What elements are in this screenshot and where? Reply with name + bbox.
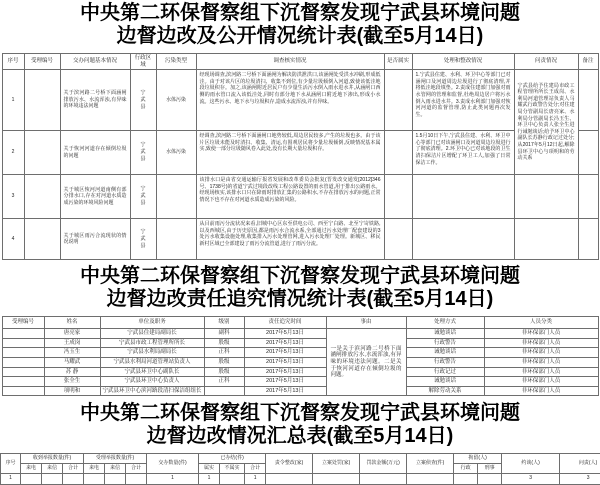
category-cell: 非环保部门人员 <box>484 338 598 348</box>
accept-no-cell <box>2 348 44 358</box>
action-cell: 诫勉谈话 <box>406 348 484 358</box>
header-cell: 立案侦查(件) <box>407 454 454 473</box>
region-text: 宁武县 <box>140 142 146 163</box>
public-disclosure-table <box>2 53 599 260</box>
position-cell: 宁武县环卫中心负责人 <box>100 377 204 387</box>
remark-cell <box>578 70 598 131</box>
data-cell: 3 <box>560 473 600 484</box>
table-row <box>2 367 598 377</box>
region-text: 宁武县 <box>140 229 146 250</box>
verified-cell <box>384 219 412 260</box>
table-row <box>2 329 598 339</box>
header-cell: 单位及职务 <box>100 317 204 329</box>
accept-no-cell <box>2 386 44 396</box>
position-cell: 宁武县环卫中心滨河路段清扫保洁组组长 <box>100 386 204 396</box>
rank-cell: 股级 <box>204 338 244 348</box>
header-cell: 拘留(人) <box>454 454 502 464</box>
name-cell: 唐亮家 <box>44 329 100 339</box>
table-row <box>2 348 598 358</box>
header-cell: 已办结(件) <box>199 454 266 464</box>
name-cell: 苏 静 <box>44 367 100 377</box>
investigation-cell: 该排水口是由省交通运输厅报省发展和改革委员会批复(晋发改交通发[2012]346号、1738号)的省道宁武过境段改线工程公路设置的雨水管道,用于排出公路雨水。经现场核实,该排水口只在降雨时排放汇集的公路积水,不存在排放污水的问题,正常情况下也不存在对河道水质造成污染的风险。 <box>196 175 384 219</box>
table3-title-line1: 中央第二环保督察组下沉督察发现宁武县环境问题 <box>0 402 600 425</box>
header-cell: 处理和整改情况 <box>412 54 514 70</box>
accept-no-cell <box>2 338 44 348</box>
header-cell: 来电 <box>21 463 42 473</box>
pollution-cell: 水体污染 <box>156 131 196 175</box>
position-cell: 宁武县住建局副局长 <box>100 329 204 339</box>
action-cell: 解除劳动关系 <box>406 386 484 396</box>
table-row <box>2 219 598 260</box>
handling-cell: 1.宁武县住建、水利、环卫中心等部门已对涵闸口及河道周边垃圾进行了彻底清理,并将低洼地段填垫。2.责成住建部门加强对雨水管网的管理和监督,杜绝周边居户将污水倒入雨水进水井。3.责成水利部门加强对恢河河道的监督管理,防止此类问题再次发生。 <box>412 70 514 131</box>
table2-title-line1: 中央第二环保督察组下沉督察发现宁武县环境问题 <box>0 265 600 288</box>
header-cell: 交办问题基本情况 <box>60 54 130 70</box>
handling-cell <box>412 175 514 219</box>
header-cell: 污染类型 <box>156 54 196 70</box>
accept-no-cell <box>24 70 60 131</box>
remark-cell <box>578 175 598 219</box>
date-cell: 2017年5月13日 <box>244 367 326 377</box>
table-row <box>2 357 598 367</box>
rank-cell: 股级 <box>204 357 244 367</box>
issue-cell: 关于城区雨污合流现状的情况说明 <box>60 219 130 260</box>
verified-cell <box>384 131 412 175</box>
date-cell: 2017年5月13日 <box>244 386 326 396</box>
category-cell: 非环保部门人员 <box>484 348 598 358</box>
region-cell <box>130 70 156 131</box>
accept-no-cell <box>2 329 44 339</box>
accept-no-cell <box>2 357 44 367</box>
region-text: 宁武县 <box>140 186 146 207</box>
cause-cell: 一是关于滨河路二号桥下面涵闸排放污水,水流浑浊,有异味的环境违法问题。二是关于恢河河道存在倾倒垃圾的问题。 <box>326 329 406 396</box>
header-cell: 立案处罚(家) <box>313 454 360 473</box>
header-cell: 收到举报数量(件) <box>21 454 84 464</box>
position-cell: 宁武县水利局河道管理站负责人 <box>100 357 204 367</box>
accept-no-cell <box>24 175 60 219</box>
header-cell: 行政 <box>454 463 478 473</box>
header-cell: 行政区域 <box>130 54 156 70</box>
name-cell: 马耀武 <box>44 357 100 367</box>
category-cell: 非环保部门人员 <box>484 377 598 387</box>
header-cell: 来信 <box>105 463 126 473</box>
name-cell: 王成岗 <box>44 338 100 348</box>
action-cell: 行政警告 <box>406 357 484 367</box>
header-cell: 合计 <box>63 463 84 473</box>
table3-title-line2: 边督边改情况汇总表(截至5月14日) <box>0 425 600 448</box>
pollution-cell <box>156 175 196 219</box>
seq-cell: 2 <box>2 131 24 175</box>
rank-cell: 正科 <box>204 377 244 387</box>
position-cell: 宁武县市政工程管理所所长 <box>100 338 204 348</box>
accountability-table <box>2 316 599 396</box>
header-cell: 交办数量(件) <box>147 454 199 473</box>
category-cell: 非环保部门人员 <box>484 357 598 367</box>
position-cell: 宁武县环卫中心副队长 <box>100 367 204 377</box>
header-cell: 罚款金额(万元) <box>360 454 407 473</box>
pollution-cell: 水体污染 <box>156 70 196 131</box>
data-cell: 1 <box>1 473 21 484</box>
handling-cell <box>412 219 514 260</box>
table1-title-line2: 边督边改及公开情况统计表(截至5月14日) <box>0 25 600 48</box>
rank-cell: 股级 <box>204 367 244 377</box>
verified-cell <box>384 175 412 219</box>
data-cell: 1 <box>147 473 199 484</box>
header-cell: 问责(人) <box>560 454 600 473</box>
date-cell: 2017年5月13日 <box>244 377 326 387</box>
seq-cell: 1 <box>2 70 24 131</box>
investigation-cell: 从目前雨污分流状况来看,旧城中心区东至供电公司、西至宁白路、北至宁岢铁路,以及西城区,由于历史原因,都是雨污水合流水系,全部通过污水处理厂配套建设的3处污水收集设施处理,收集排入污水处理管网,进入污水处理厂处理。新城区、移民新村区域已全部建设了雨污分流管道,进行了雨污分流。 <box>196 219 384 260</box>
region-cell <box>130 219 156 260</box>
position-cell: 宁武县水利局副局长 <box>100 348 204 358</box>
handling-cell: 1.5月10日下午,宁武县住建、水利、环卫中心等部门已对该涵闸口及河道周边垃圾进行了彻底清理。2.环卫中心已对该地段的卫生清扫保洁片区增配了环卫工人,加强了日常保洁工作。 <box>412 131 514 175</box>
verified-cell <box>384 70 412 131</box>
accept-no-cell <box>24 131 60 175</box>
category-cell: 非环保部门人员 <box>484 329 598 339</box>
table-row <box>2 377 598 387</box>
issue-cell: 关于恢河河道存在倾倒垃圾的问题 <box>60 131 130 175</box>
accountability-cell: 宁武县给予住建局市政工程管理所所长王成岗、水利局河道管理站负责人马耀武行政警告处分;对住建局分管副局长唐亮家、水利局分管副局长冯玉生、环卫中心负责人张全生进行诫勉谈话;给予环卫中心副队长苏静行政记过处分;从2017年5月12日起,解除县环卫中心与项明和的劳动关系 <box>514 70 578 175</box>
seq-cell: 3 <box>2 175 24 219</box>
header-cell: 级别 <box>204 317 244 329</box>
table2-header-row <box>2 317 598 329</box>
name-cell: 张全生 <box>44 377 100 387</box>
data-cell: 3 <box>502 473 560 484</box>
date-cell: 2017年5月13日 <box>244 329 326 339</box>
region-cell <box>130 131 156 175</box>
header-cell: 序号 <box>1 454 21 473</box>
header-cell: 责任追究时间 <box>244 317 326 329</box>
rank-cell: 正科 <box>204 348 244 358</box>
action-cell: 诫勉谈话 <box>406 377 484 387</box>
accept-no-cell <box>2 367 44 377</box>
header-cell: 是否属实 <box>384 54 412 70</box>
header-cell: 备注 <box>578 54 598 70</box>
issue-cell: 关于城区恢河河道南侧有部分排水口,存在对河道水质造成污染的环境风险问题 <box>60 175 130 219</box>
table-row <box>2 131 598 175</box>
seq-cell: 4 <box>2 219 24 260</box>
name-cell: 项明和 <box>44 386 100 396</box>
data-cell: 1 <box>199 473 220 484</box>
table-row <box>2 338 598 348</box>
header-cell: 受理编号 <box>2 317 44 329</box>
accountability-cell <box>514 219 578 260</box>
header-cell: 约谈(人) <box>502 454 560 473</box>
header-cell: 序号 <box>2 54 24 70</box>
header-cell: 来电 <box>84 463 105 473</box>
table-row <box>2 386 598 396</box>
category-cell: 非环保部门人员 <box>484 367 598 377</box>
action-cell: 行政记过 <box>406 367 484 377</box>
remark-cell <box>578 131 598 175</box>
header-cell: 不属实 <box>220 463 245 473</box>
header-cell: 受理举报数量(件) <box>84 454 147 464</box>
name-cell: 冯玉生 <box>44 348 100 358</box>
table-row <box>2 70 598 131</box>
header-cell: 属实 <box>199 463 220 473</box>
date-cell: 2017年5月13日 <box>244 348 326 358</box>
table2-title-line2: 边督边改责任追究情况统计表(截至5月14日) <box>0 288 600 311</box>
header-cell: 受理编号 <box>24 54 60 70</box>
header-cell: 事由 <box>326 317 406 329</box>
pollution-cell <box>156 219 196 260</box>
header-cell: 刑事 <box>478 463 502 473</box>
investigation-cell: 经现场调查,滨河路二号桥下面涵闸为解决防洪泄洪口,该涵闸处受洪水冲刷,形成低洼。由于对该片区的垃圾清扫、收集不到位,有少量垃圾倾倒入河道,致使该低洼地段垃圾积存。加之,该涵闸附近居民户有少量生活污水倒入雨水进水井,从涵闸口西侧的雨水管口流入该低洼处,同时有部分地下水从涵闸口附近地下渗出,形成小水流。这些污水、地下水与垃圾积存,造成水流浑浊,并有异味。 <box>196 70 384 131</box>
date-cell: 2017年5月13日 <box>244 357 326 367</box>
accept-no-cell <box>24 219 60 260</box>
date-cell: 2017年5月13日 <box>244 338 326 348</box>
accountability-cell <box>514 175 578 219</box>
header-cell: 问责情况 <box>514 54 578 70</box>
header-cell: 处理方式 <box>406 317 484 329</box>
header-cell: 合计 <box>245 463 266 473</box>
action-cell: 诫勉谈话 <box>406 329 484 339</box>
data-cell: 1 <box>245 473 266 484</box>
header-cell: 姓名 <box>44 317 100 329</box>
table-row <box>2 175 598 219</box>
category-cell: 非环保部门人员 <box>484 386 598 396</box>
table3-header-row-top <box>1 454 600 464</box>
investigation-cell: 经调查,滨河路二号桥下面涵闸口地势较低,周边居民较多,产生的垃圾也多。由于该片区垃圾未能及时清扫、收集、清运,有围观居民将少量垃圾倾倒,反映情况基本属实,致使一部分垃圾随风卷入此处,没有长期大量垃圾积存。 <box>196 131 384 175</box>
issue-cell: 关于滨河路二号桥下面涵闸排放污水、水流浑浊,有异味的环境违法问题 <box>60 70 130 131</box>
region-cell <box>130 175 156 219</box>
region-text: 宁武县 <box>140 90 146 111</box>
header-cell: 人员分类 <box>484 317 598 329</box>
table1-header-row <box>2 54 598 70</box>
remark-cell <box>578 219 598 260</box>
action-cell: 行政警告 <box>406 338 484 348</box>
header-cell: 调查核实情况 <box>196 54 384 70</box>
header-cell: 来信 <box>42 463 63 473</box>
rank-cell: 副科 <box>204 329 244 339</box>
table1-title-line1: 中央第二环保督察组下沉督察发现宁武县环境问题 <box>0 0 600 25</box>
accept-no-cell <box>2 377 44 387</box>
rank-cell <box>204 386 244 396</box>
summary-table <box>0 453 600 484</box>
header-cell: 责令整改(家) <box>266 454 313 473</box>
header-cell: 合计 <box>126 463 147 473</box>
